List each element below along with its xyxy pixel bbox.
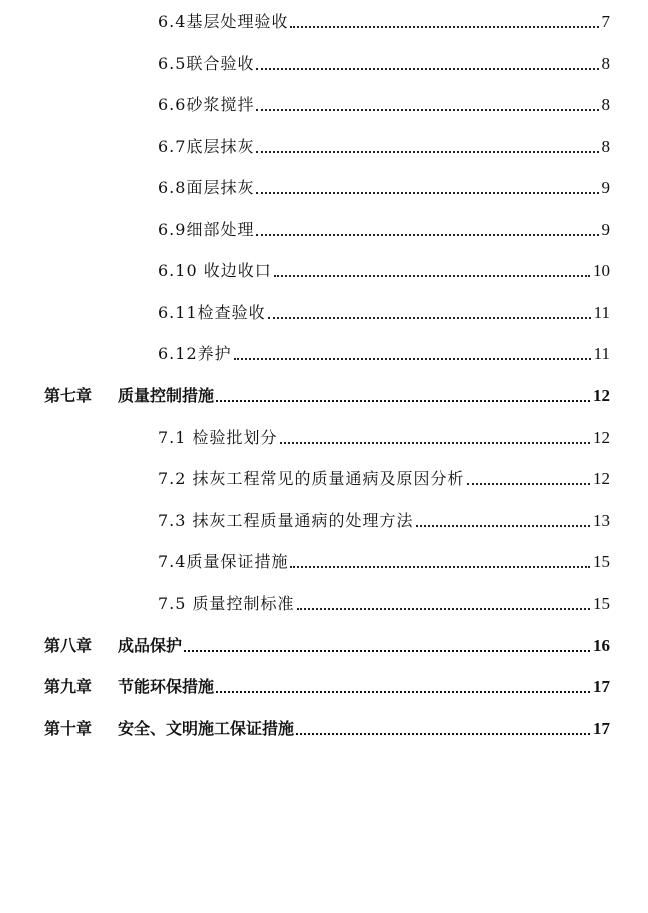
- toc-entry-page: 13: [593, 511, 610, 530]
- toc-entry-label: 7.2 抹灰工程常见的质量通病及原因分析: [158, 469, 465, 488]
- chapter-title: 质量控制措施: [118, 386, 215, 405]
- toc-entry-7-5[interactable]: [158, 592, 610, 616]
- dot-leader: [184, 649, 590, 652]
- dot-leader: [296, 732, 590, 735]
- dot-leader: [290, 25, 598, 28]
- chapter-number: 第九章: [44, 677, 93, 696]
- toc-entry-6-5[interactable]: [158, 52, 610, 76]
- toc-entry-6-8[interactable]: [158, 176, 610, 200]
- chapter-title: 节能环保措施: [118, 677, 215, 696]
- toc-entry-page: 9: [601, 220, 610, 239]
- toc-entry-label: 6.8面层抹灰: [158, 178, 255, 197]
- chapter-title: 安全、文明施工保证措施: [118, 719, 295, 738]
- chapter-number: 第八章: [44, 636, 93, 655]
- dot-leader: [274, 274, 590, 277]
- toc-entry-page: 15: [593, 594, 610, 613]
- toc-entry-label: 6.4基层处理验收: [158, 12, 289, 31]
- toc-entry-6-7[interactable]: [158, 135, 610, 159]
- toc-entry-label: 6.12养护: [158, 344, 232, 363]
- toc-entry-label: 7.5 质量控制标准: [158, 594, 295, 613]
- toc-entry-page: 8: [601, 95, 610, 114]
- dot-leader: [256, 233, 598, 236]
- toc-entry-page: 12: [593, 469, 610, 488]
- chapter-number: 第十章: [44, 719, 93, 738]
- dot-leader: [268, 316, 591, 319]
- toc-entry-7-2[interactable]: [158, 467, 610, 491]
- dot-leader: [416, 524, 590, 527]
- toc-entry-page: 12: [593, 428, 610, 447]
- toc-entry-6-4[interactable]: [158, 10, 610, 34]
- toc-entry-6-11[interactable]: [158, 301, 610, 325]
- chapter-page: 17: [593, 677, 610, 696]
- toc-entry-label: 7.3 抹灰工程质量通病的处理方法: [158, 511, 414, 530]
- dot-leader: [467, 482, 590, 485]
- toc-entry-label: 7.4质量保证措施: [158, 552, 289, 571]
- toc-entry-page: 9: [601, 178, 610, 197]
- toc-entry-label: 6.6砂浆搅拌: [158, 95, 255, 114]
- dot-leader: [256, 191, 598, 194]
- dot-leader: [216, 690, 590, 693]
- toc-entry-7-4[interactable]: [158, 550, 610, 574]
- toc-chapter-8[interactable]: [44, 634, 610, 658]
- dot-leader: [297, 607, 590, 610]
- toc-entry-page: 8: [601, 137, 610, 156]
- dot-leader: [280, 441, 590, 444]
- chapter-page: 17: [593, 719, 610, 738]
- toc-chapter-9[interactable]: [44, 675, 610, 699]
- toc-entry-page: 7: [601, 12, 610, 31]
- toc-entry-label: 6.7底层抹灰: [158, 137, 255, 156]
- chapter-title: 成品保护: [118, 636, 183, 655]
- toc-entry-label: 6.11检查验收: [158, 303, 266, 322]
- dot-leader: [256, 67, 598, 70]
- toc-chapter-10[interactable]: [44, 717, 610, 741]
- dot-leader: [216, 399, 590, 402]
- toc-entry-page: 10: [593, 261, 610, 280]
- toc-entry-7-1[interactable]: [158, 426, 610, 450]
- chapter-page: 12: [593, 386, 610, 405]
- chapter-number: 第七章: [44, 386, 93, 405]
- toc-chapter-7[interactable]: [44, 384, 610, 408]
- toc-entry-label: 6.5联合验收: [158, 54, 255, 73]
- toc-entry-6-9[interactable]: [158, 218, 610, 242]
- dot-leader: [256, 108, 598, 111]
- toc-entry-page: 11: [593, 303, 610, 322]
- toc-entry-page: 15: [593, 552, 610, 571]
- toc-entry-label: 6.9细部处理: [158, 220, 255, 239]
- toc-entry-6-6[interactable]: [158, 93, 610, 117]
- toc-entry-page: 8: [601, 54, 610, 73]
- toc-entry-label: 7.1 检验批划分: [158, 428, 278, 447]
- dot-leader: [290, 565, 590, 568]
- toc-entry-7-3[interactable]: [158, 509, 610, 533]
- dot-leader: [234, 357, 591, 360]
- toc-entry-page: 11: [593, 344, 610, 363]
- toc-entry-label: 6.10 收边收口: [158, 261, 272, 280]
- dot-leader: [256, 150, 598, 153]
- toc-entry-6-10[interactable]: [158, 259, 610, 283]
- chapter-page: 16: [593, 636, 610, 655]
- toc-entry-6-12[interactable]: [158, 342, 610, 366]
